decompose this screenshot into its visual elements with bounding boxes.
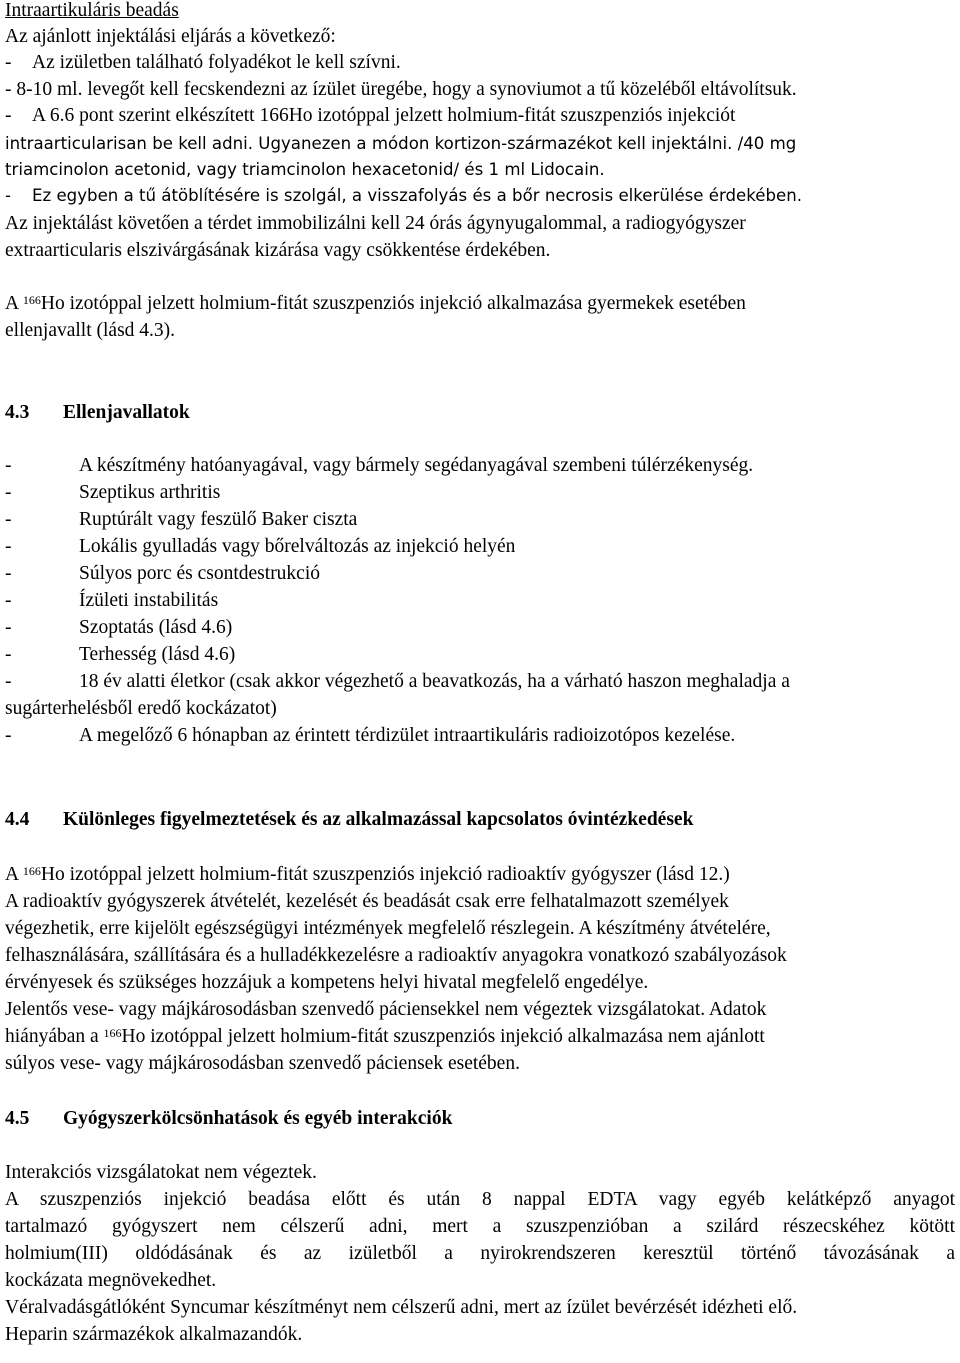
contra-item-4	[5, 536, 515, 558]
pediatric-a: A	[5, 293, 19, 314]
section-4-5-heading	[5, 1108, 452, 1130]
isotope-superscript: 166	[103, 1026, 122, 1040]
list-dash: -	[5, 563, 12, 584]
list-dash: -	[5, 482, 12, 503]
contra-item-text: A megelőző 6 hónapban az érintett térdizület intraartikuláris radioizotópos kezelése.	[79, 725, 736, 746]
inter-line-6: Véralvadásgátlóként Syncumar készítményt nem célszerű adni, mert az ízület bevérzését idézheti elő.	[5, 1297, 798, 1318]
contra-item-text: Lokális gyulladás vagy bőrelváltozás az injekció helyén	[79, 536, 516, 557]
contra-item-9	[5, 671, 790, 693]
intra-line-3: - 8-10 ml. levegőt kell fecskendezni az ízület üregébe, hogy a synoviumot a tű közeléből eltávolítsuk.	[5, 79, 797, 100]
warn-text: Ho izotóppal jelzett holmium-fitát szuszpenziós injekció alkalmazása nem ajánlott	[121, 1026, 765, 1047]
pediatric-text: Ho izotóppal jelzett holmium-fitát szuszpenziós injekció alkalmazása gyermekek esetében	[40, 293, 746, 314]
list-dash: -	[5, 509, 12, 530]
warn-line-8: súlyos vese- vagy májkárosodásban szenvedő páciensek esetében.	[5, 1053, 520, 1074]
list-dash: -	[5, 644, 12, 665]
warn-a: A	[5, 864, 19, 885]
contra-item-text: Szeptikus arthritis	[79, 482, 221, 503]
section-number: 4.4	[5, 809, 30, 830]
isotope-superscript: 166	[22, 864, 41, 878]
intra-line-5: intraarticularisan be kell adni. Ugyanezen a módon kortizon-származékot kell injektálni. /40 mg	[5, 134, 797, 153]
warn-line-1	[5, 864, 730, 886]
inter-line-2: A szuszpenziós injekció beadása előtt és után 8 nappal EDTA vagy egyéb kelátképző anyagot	[5, 1189, 955, 1210]
intra-line-2	[5, 52, 401, 74]
isotope-superscript: 166	[22, 293, 41, 307]
list-dash: -	[5, 105, 12, 126]
contra-item-text: Szoptatás (lásd 4.6)	[79, 617, 233, 638]
contra-item-9-cont: sugárterhelésből eredő kockázatot)	[5, 698, 277, 719]
pediatric-line-2: ellenjavallt (lásd 4.3).	[5, 320, 176, 341]
intra-line-2-text: Az izületben található folyadékot le kell szívni.	[32, 52, 401, 73]
intra-line-7-text: Ez egyben a tű átöblítésére is szolgál, a visszafolyás és a bőr necrosis elkerülése érdekében.	[32, 186, 803, 205]
list-dash: -	[5, 455, 12, 476]
warn-text: Ho izotóppal jelzett holmium-fitát szuszpenziós injekció radioaktív gyógyszer (lásd 12.)	[40, 864, 730, 885]
list-dash: -	[5, 725, 12, 746]
contra-item-text: Ruptúrált vagy feszülő Baker ciszta	[79, 509, 358, 530]
section-title: Különleges figyelmeztetések és az alkalmazással kapcsolatos óvintézkedések	[63, 809, 694, 830]
section-number: 4.3	[5, 402, 30, 423]
section-title: Ellenjavallatok	[63, 402, 190, 423]
inter-line-3: tartalmazó gyógyszert nem célszerű adni, mert a szuszpenzióban a szilárd részecskéhez kötött	[5, 1216, 955, 1237]
contra-item-text: Ízületi instabilitás	[79, 590, 219, 611]
inter-line-1: Interakciós vizsgálatokat nem végeztek.	[5, 1162, 317, 1183]
intra-line-8: Az injektálást követően a térdet immobilizálni kell 24 órás ágynyugalommal, a radiogyógyszer	[5, 213, 746, 234]
inter-line-5: kockázata megnövekedhet.	[5, 1270, 217, 1291]
contra-item-text: Súlyos porc és csontdestrukció	[79, 563, 321, 584]
intra-line-4-text: A 6.6 pont szerint elkészített 166Ho izotóppal jelzett holmium-fitát szuszpenziós injekciót	[32, 105, 736, 126]
list-dash: -	[5, 671, 12, 692]
pediatric-line-1	[5, 293, 746, 315]
warn-line-2: A radioaktív gyógyszerek átvételét, kezelését és beadását csak erre felhatalmazott személyek	[5, 891, 729, 912]
section-4-3-heading	[5, 402, 190, 424]
contra-item-7	[5, 617, 232, 639]
list-dash: -	[5, 617, 12, 638]
contra-item-1	[5, 455, 753, 477]
list-dash: -	[5, 590, 12, 611]
intra-line-7	[5, 185, 802, 207]
contra-item-2	[5, 482, 220, 504]
warn-line-5: érvényesek és szükséges hozzájuk a kompetens helyi hivatal megfelelő engedélye.	[5, 972, 649, 993]
intra-line-6: triamcinolon acetonid, vagy triamcinolon hexacetonid/ és 1 ml Lidocain.	[5, 160, 605, 179]
contra-item-5	[5, 563, 320, 585]
list-dash: -	[5, 536, 12, 557]
intra-line-4	[5, 105, 735, 127]
contra-item-text: Terhesség (lásd 4.6)	[79, 644, 236, 665]
section-4-4-heading	[5, 809, 693, 831]
intra-line-1: Az ajánlott injektálási eljárás a következő:	[5, 26, 336, 47]
contra-item-text: A készítmény hatóanyagával, vagy bármely segédanyagával szembeni túlérzékenység.	[79, 455, 754, 476]
list-dash: -	[5, 52, 12, 73]
inter-line-4: holmium(III) oldódásának és az izületből a nyirokrendszeren keresztül történő távozásának a	[5, 1243, 955, 1264]
warn-line-7	[5, 1026, 765, 1048]
inter-line-7: Heparin származékok alkalmazandók.	[5, 1324, 303, 1345]
section-title: Gyógyszerkölcsönhatások és egyéb interakciók	[63, 1108, 453, 1129]
warn-a: hiányában a	[5, 1026, 99, 1047]
intra-line-9: extraarticularis elszivárgásának kizárása vagy csökkentése érdekében.	[5, 240, 551, 261]
contra-item-8	[5, 644, 235, 666]
warn-line-3: végezhetik, erre kijelölt egészségügyi intézmények megfelelő részlegein. A készítmény átvételére,	[5, 918, 771, 939]
contra-item-10	[5, 725, 735, 747]
section-number: 4.5	[5, 1108, 30, 1129]
list-dash: -	[5, 186, 11, 205]
contra-item-text: 18 év alatti életkor (csak akkor végezhető a beavatkozás, ha a várható haszon meghaladja a	[79, 671, 790, 692]
warn-line-4: felhasználására, szállítására és a hulladékkezelésre a radioaktív anyagokra vonatkozó szabályozások	[5, 945, 787, 966]
contra-item-3	[5, 509, 357, 531]
contra-item-6	[5, 590, 218, 612]
intra-heading: Intraartikuláris beadás	[5, 0, 179, 21]
warn-line-6: Jelentős vese- vagy májkárosodásban szenvedő páciensekkel nem végeztek vizsgálatokat. Adatok	[5, 999, 767, 1020]
